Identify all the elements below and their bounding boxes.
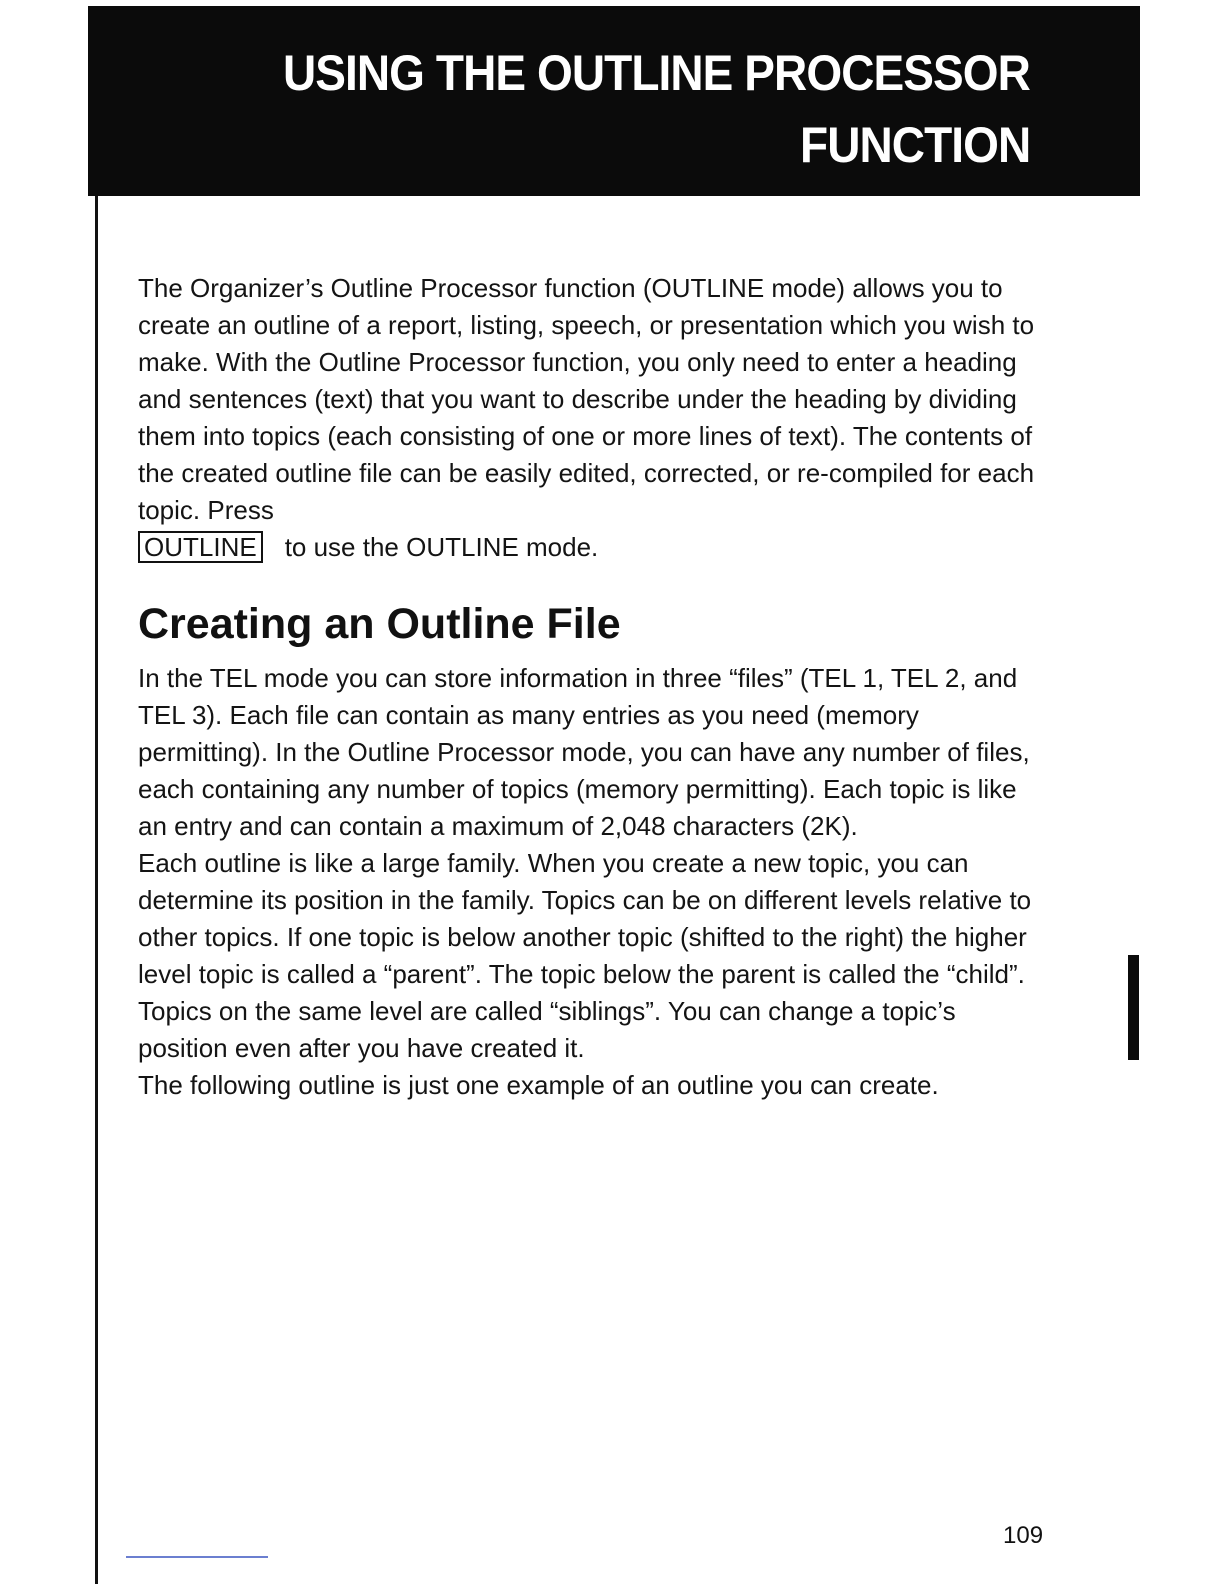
intro-text-tail: to use the OUTLINE mode. (284, 532, 599, 562)
intro-text-main: The Organizer’s Outline Processor function (OUTLINE mode) allows you to create an outline of a report, listing, speech, or presentation which you wish to make. With the Outline Processor function, you only need to enter a heading and sentences (text) that you want to describe under the heading by dividing them into topics (each consisting of one or more lines of text). The contents of the created outline file can be easily edited, corrected, or re-compiled for each topic. Press (138, 273, 1035, 525)
body-paragraph-3: The following outline is just one example of an outline you can create. (138, 1070, 939, 1100)
page-title-line-2: FUNCTION (799, 117, 1030, 173)
section-heading: Creating an Outline File (138, 600, 621, 648)
section-body (138, 660, 1038, 1104)
left-page-rule (95, 196, 98, 1584)
body-paragraph-1: In the TEL mode you can store information in three “files” (TEL 1, TEL 2, and TEL 3). Each file can contain as many entries as you need (memory permitting). In the Outline Processor mode, you can have any number of files, each containing any number of topics (memory permitting). Each topic is like an entry and can contain a maximum of 2,048 characters (2K). (138, 663, 1030, 841)
outline-key: OUTLINE (138, 531, 263, 563)
intro-text (138, 270, 1038, 566)
page-title-line-1: USING THE OUTLINE PROCESSOR (282, 45, 1030, 101)
thumb-index-bar (1128, 955, 1139, 1060)
page-number: 109 (1003, 1522, 1044, 1549)
title-banner (88, 6, 1140, 196)
intro-paragraph (138, 270, 1038, 566)
body-paragraph-2: Each outline is like a large family. When you create a new topic, you can determine its position in the family. Topics can be on different levels relative to other topics. If one topic is below another topic (shifted to the right) the higher level topic is called a “parent”. The topic below the parent is called the “child”. Topics on the same level are called “siblings”. You can change a topic’s position even after you have created it. (138, 848, 1032, 1063)
bottom-rule (126, 1556, 268, 1558)
